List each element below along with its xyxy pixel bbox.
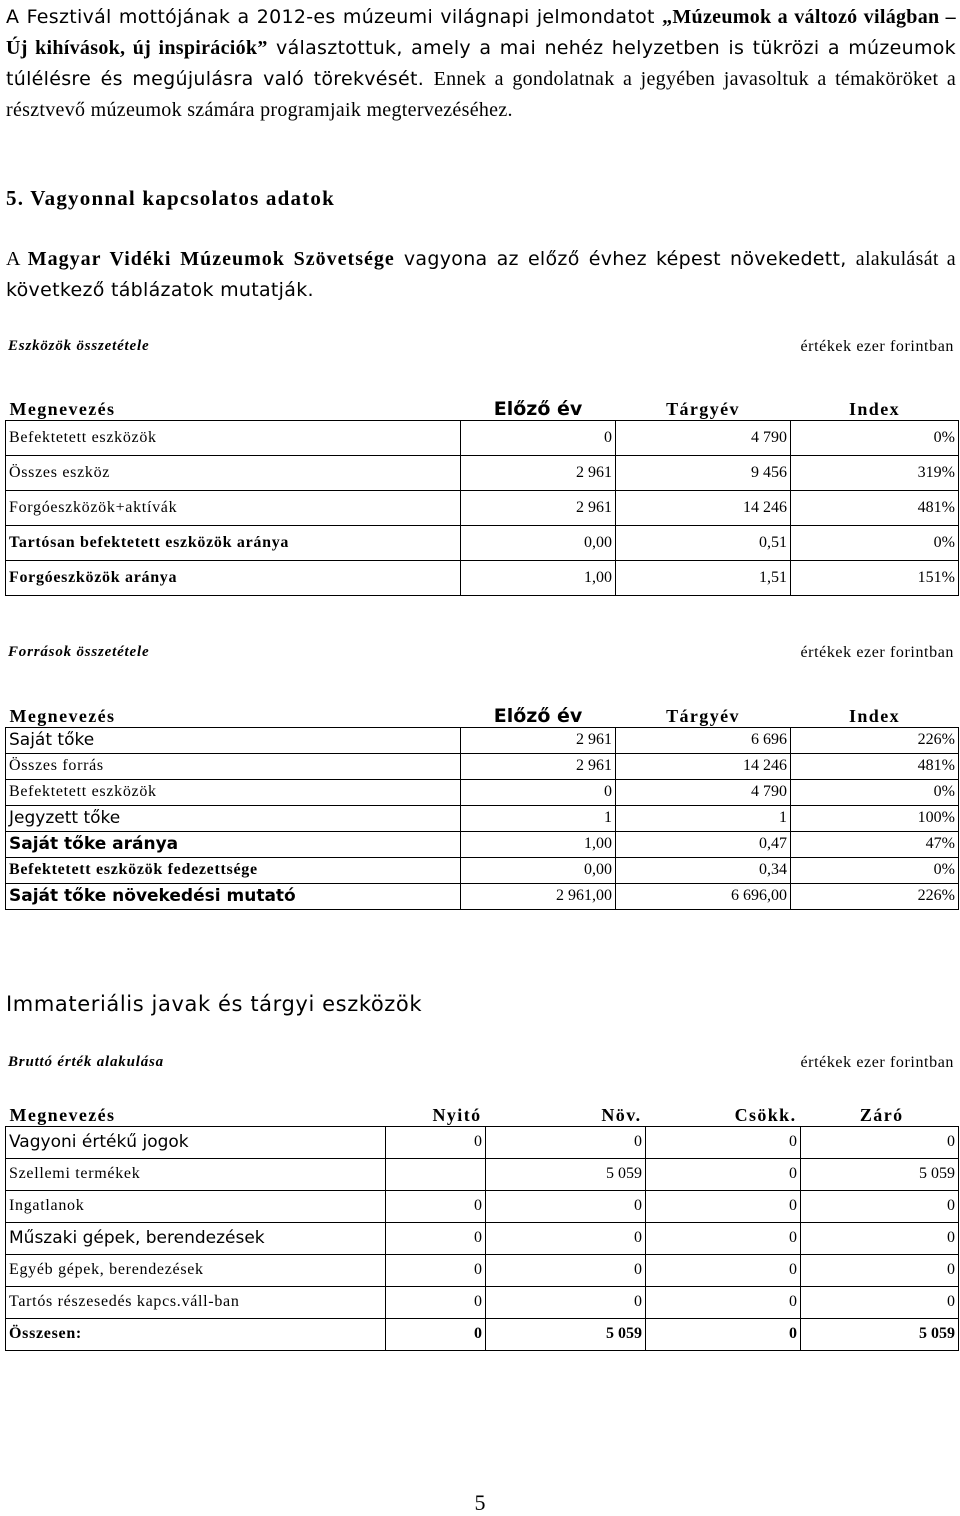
intro-paragraph — [6, 2, 956, 126]
row-label: Vagyoni értékű jogok — [6, 1126, 386, 1158]
header-name: Megnevezés — [9, 705, 116, 726]
row-curr: 4 790 — [616, 420, 791, 455]
row-prev: 2 961 — [461, 455, 616, 490]
row-increase: 0 — [486, 1222, 646, 1254]
row-curr: 6 696,00 — [616, 883, 791, 909]
row-label: Tartósan befektetett eszközök aránya — [6, 525, 461, 560]
row-curr: 1 — [616, 805, 791, 831]
row-label: Saját tőke aránya — [6, 831, 461, 857]
row-prev: 1 — [461, 805, 616, 831]
row-increase: 5 059 — [486, 1318, 646, 1350]
table-row — [6, 753, 959, 779]
row-increase: 5 059 — [486, 1158, 646, 1190]
header-open: Nyitó — [432, 1104, 482, 1125]
table-row — [6, 1286, 959, 1318]
row-curr: 9 456 — [616, 455, 791, 490]
row-curr: 0,51 — [616, 525, 791, 560]
header-curr-year: Tárgyév — [666, 398, 740, 419]
header-close: Záró — [859, 1104, 904, 1125]
row-curr: 6 696 — [616, 727, 791, 753]
row-label: Műszaki gépek, berendezések — [6, 1222, 386, 1254]
row-decrease: 0 — [646, 1222, 801, 1254]
row-prev: 2 961 — [461, 490, 616, 525]
row-label: Saját tőke növekedési mutató — [6, 883, 461, 909]
table-row — [6, 525, 959, 560]
row-label: Jegyzett tőke — [6, 805, 461, 831]
immaterial-header-row — [6, 1098, 959, 1126]
row-curr: 4 790 — [616, 779, 791, 805]
immaterial-unit-note: értékek ezer forintban — [800, 1054, 954, 1071]
row-open: 0 — [386, 1190, 486, 1222]
row-decrease: 0 — [646, 1126, 801, 1158]
table-row — [6, 883, 959, 909]
row-close: 5 059 — [801, 1158, 959, 1190]
row-decrease: 0 — [646, 1286, 801, 1318]
intro-text-1: A Fesztivál mottójának a 2012-es múzeumi világnapi jelmondatot — [6, 6, 663, 28]
header-index: Index — [848, 398, 900, 419]
table-row — [6, 857, 959, 883]
row-increase: 0 — [486, 1286, 646, 1318]
row-close: 0 — [801, 1286, 959, 1318]
table-row-total — [6, 1318, 959, 1350]
table-row — [6, 1190, 959, 1222]
row-curr: 14 246 — [616, 490, 791, 525]
row-index: 481% — [791, 753, 959, 779]
row-index: 226% — [791, 883, 959, 909]
row-increase: 0 — [486, 1126, 646, 1158]
header-increase: Növ. — [601, 1104, 642, 1125]
row-prev: 1,00 — [461, 560, 616, 595]
row-prev: 0 — [461, 420, 616, 455]
table-row — [6, 727, 959, 753]
section-para-b: vagyona az előző évhez képest növekedett, — [394, 248, 856, 270]
row-index: 47% — [791, 831, 959, 857]
table-row — [6, 420, 959, 455]
header-index: Index — [848, 705, 900, 726]
header-prev-year: Előző év — [493, 704, 583, 727]
row-index: 100% — [791, 805, 959, 831]
row-increase: 0 — [486, 1190, 646, 1222]
header-name: Megnevezés — [9, 1104, 116, 1125]
row-index: 481% — [791, 490, 959, 525]
header-prev-year: Előző év — [493, 397, 583, 420]
row-open: 0 — [386, 1254, 486, 1286]
row-open — [386, 1158, 486, 1190]
row-label: Összesen: — [6, 1318, 386, 1350]
row-label: Egyéb gépek, berendezések — [6, 1254, 386, 1286]
assets-unit-note: értékek ezer forintban — [800, 338, 954, 355]
row-curr: 14 246 — [616, 753, 791, 779]
table-row — [6, 779, 959, 805]
row-label: Saját tőke — [6, 727, 461, 753]
row-close: 5 059 — [801, 1318, 959, 1350]
intro-motto-quote: „Múzeumok a változó világban – Új kihívások, új inspirációk” — [6, 6, 956, 59]
row-increase: 0 — [486, 1254, 646, 1286]
section-para-d: következő táblázatok mutatják. — [6, 279, 314, 301]
row-prev: 0,00 — [461, 857, 616, 883]
row-prev: 0 — [461, 779, 616, 805]
row-index: 226% — [791, 727, 959, 753]
row-index: 319% — [791, 455, 959, 490]
table-row — [6, 560, 959, 595]
row-index: 0% — [791, 525, 959, 560]
immaterial-caption: Bruttó érték alakulása — [8, 1054, 164, 1070]
assets-table — [5, 388, 959, 596]
row-label: Tartós részesedés kapcs.váll-ban — [6, 1286, 386, 1318]
row-open: 0 — [386, 1222, 486, 1254]
row-index: 0% — [791, 420, 959, 455]
row-label: Befektetett eszközök — [6, 779, 461, 805]
header-curr-year: Tárgyév — [666, 705, 740, 726]
row-decrease: 0 — [646, 1254, 801, 1286]
sources-unit-note: értékek ezer forintban — [800, 644, 954, 661]
header-decrease: Csökk. — [734, 1104, 797, 1125]
row-open: 0 — [386, 1126, 486, 1158]
table-row — [6, 831, 959, 857]
row-open: 0 — [386, 1318, 486, 1350]
row-decrease: 0 — [646, 1158, 801, 1190]
organization-name: Magyar Vidéki Múzeumok Szövetsége — [27, 248, 395, 270]
table-row — [6, 455, 959, 490]
row-open: 0 — [386, 1286, 486, 1318]
row-prev: 0,00 — [461, 525, 616, 560]
table-row — [6, 490, 959, 525]
row-curr: 1,51 — [616, 560, 791, 595]
section-para-c: alakulását a — [855, 248, 956, 270]
row-close: 0 — [801, 1254, 959, 1286]
row-label: Ingatlanok — [6, 1190, 386, 1222]
intro-text-2: választottuk, amely a mai nehéz helyzetben is tükrözi a múzeumok túlélésre és megújulásra való törekvését. — [6, 37, 956, 90]
row-curr: 0,34 — [616, 857, 791, 883]
header-name: Megnevezés — [9, 398, 116, 419]
row-prev: 1,00 — [461, 831, 616, 857]
row-label: Szellemi termékek — [6, 1158, 386, 1190]
assets-header-row — [6, 388, 959, 420]
section-paragraph — [6, 244, 956, 306]
section-heading: 5. Vagyonnal kapcsolatos adatok — [6, 186, 335, 210]
row-prev: 2 961 — [461, 727, 616, 753]
row-label: Befektetett eszközök — [6, 420, 461, 455]
assets-caption: Eszközök összetétele — [8, 338, 150, 354]
section-para-a: A — [6, 248, 28, 270]
immaterial-title: Immateriális javak és tárgyi eszközök — [6, 992, 423, 1016]
sources-table — [5, 697, 959, 910]
row-label: Összes eszköz — [6, 455, 461, 490]
row-label: Forgóeszközök+aktívák — [6, 490, 461, 525]
table-row — [6, 1126, 959, 1158]
immaterial-table — [5, 1098, 959, 1351]
row-prev: 2 961 — [461, 753, 616, 779]
sources-caption: Források összetétele — [8, 644, 150, 660]
sources-header-row — [6, 697, 959, 727]
row-label: Összes forrás — [6, 753, 461, 779]
row-label: Befektetett eszközök fedezettsége — [6, 857, 461, 883]
row-index: 0% — [791, 857, 959, 883]
table-row — [6, 1222, 959, 1254]
row-curr: 0,47 — [616, 831, 791, 857]
page-number: 5 — [474, 1490, 486, 1515]
intro-text-3: Ennek a gondolatnak a jegyében javasoltuk a témaköröket a résztvevő múzeumok számára programjaik megtervezéséhez. — [6, 68, 956, 121]
row-decrease: 0 — [646, 1318, 801, 1350]
row-prev: 2 961,00 — [461, 883, 616, 909]
table-row — [6, 1254, 959, 1286]
row-decrease: 0 — [646, 1190, 801, 1222]
row-index: 151% — [791, 560, 959, 595]
row-close: 0 — [801, 1126, 959, 1158]
table-row — [6, 1158, 959, 1190]
row-close: 0 — [801, 1222, 959, 1254]
row-label: Forgóeszközök aránya — [6, 560, 461, 595]
row-close: 0 — [801, 1190, 959, 1222]
row-index: 0% — [791, 779, 959, 805]
table-row — [6, 805, 959, 831]
